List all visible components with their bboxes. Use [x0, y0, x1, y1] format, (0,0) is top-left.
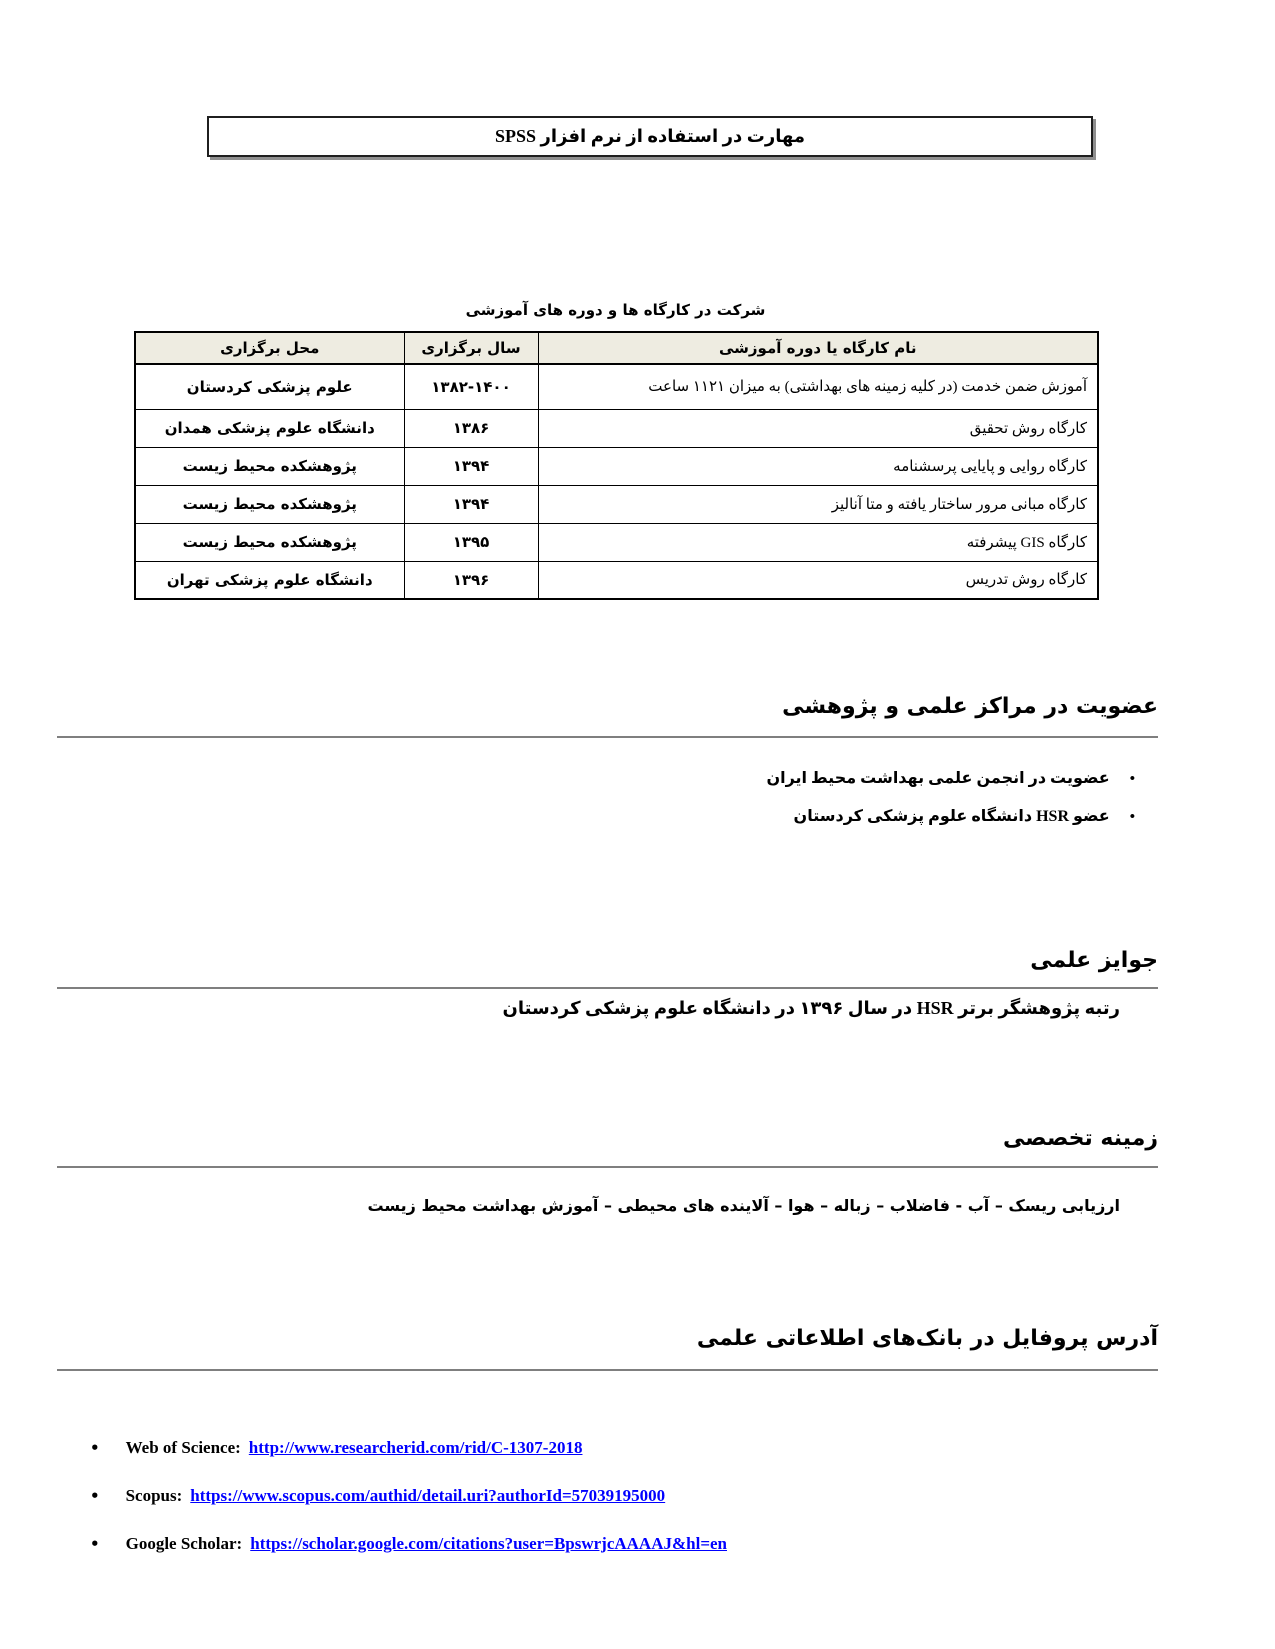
specialty-text: ارزیابی ریسک – آب - فاضلاب – زباله – هوا – آلاینده های محیطی – آموزش بهداشت محیط زیست — [367, 1196, 1120, 1215]
specialty-heading: زمینه تخصصی — [1003, 1126, 1158, 1151]
list-item: • عضو HSR دانشگاه علوم پزشکی کردستان — [766, 798, 1135, 836]
membership-list — [766, 760, 1135, 836]
workshop-name: آموزش ضمن خدمت (در کلیه زمینه های بهداشتی) به میزان ۱۱۲۱ ساعت — [538, 364, 1098, 409]
profile-label: Web of Science: — [125, 1438, 241, 1457]
google-scholar-link[interactable]: https://scholar.google.com/citations?user=BpswrjcAAAAJ&hl=en — [250, 1534, 728, 1553]
workshop-year: ۱۳۹۴ — [404, 485, 538, 523]
workshop-year: ۱۳۹۴ — [404, 447, 538, 485]
col-header-year: سال برگزاری — [404, 332, 538, 364]
table-row — [135, 447, 1098, 485]
list-item — [90, 1424, 727, 1472]
workshops-header-row — [135, 332, 1098, 364]
workshop-year: ۱۳۸۶ — [404, 409, 538, 447]
bullet-icon: • — [90, 1487, 100, 1505]
bullet-icon: • — [90, 1535, 100, 1553]
workshop-venue: دانشگاه علوم پزشکی تهران — [135, 561, 404, 599]
workshop-year: ۱۳۹۵ — [404, 523, 538, 561]
profile-label: Google Scholar: — [125, 1534, 243, 1553]
workshop-venue: پژوهشکده محیط زیست — [135, 485, 404, 523]
col-header-workshop-name: نام کارگاه یا دوره آموزشی — [538, 332, 1098, 364]
workshop-name: کارگاه روش تدریس — [538, 561, 1098, 599]
profiles-heading: آدرس پروفایل در بانک‌های اطلاعاتی علمی — [696, 1326, 1158, 1351]
scopus-link[interactable]: https://www.scopus.com/authid/detail.uri?authorId=57039195000 — [190, 1486, 666, 1505]
section-divider — [57, 1166, 1158, 1168]
skills-box — [207, 116, 1093, 157]
workshop-name: کارگاه روش تحقیق — [538, 409, 1098, 447]
col-header-venue: محل برگزاری — [135, 332, 404, 364]
workshop-venue: پژوهشکده محیط زیست — [135, 523, 404, 561]
membership-heading: عضویت در مراکز علمی و پژوهشی — [782, 694, 1158, 719]
workshop-name: کارگاه GIS پیشرفته — [538, 523, 1098, 561]
list-item — [90, 1472, 727, 1520]
table-row — [135, 364, 1098, 409]
section-divider — [57, 1369, 1158, 1371]
table-row — [135, 485, 1098, 523]
workshop-venue: دانشگاه علوم پزشکی همدان — [135, 409, 404, 447]
list-item: • عضویت در انجمن علمی بهداشت محیط ایران — [766, 760, 1135, 798]
workshops-table-title: شرکت در کارگاه ها و دوره های آموزشی — [465, 301, 766, 319]
bullet-icon: • — [90, 1439, 100, 1457]
workshop-venue: پژوهشکده محیط زیست — [135, 447, 404, 485]
section-divider — [57, 987, 1158, 989]
workshops-table — [134, 331, 1099, 600]
list-item — [90, 1520, 727, 1568]
workshop-venue: علوم پزشکی کردستان — [135, 364, 404, 409]
profile-label: Scopus: — [125, 1486, 183, 1505]
workshop-name: کارگاه مبانی مرور ساختار یافته و متا آنالیز — [538, 485, 1098, 523]
awards-heading: جوایز علمی — [1030, 948, 1158, 973]
workshop-year: ۱۳۸۲-۱۴۰۰ — [404, 364, 538, 409]
workshop-name: کارگاه روایی و پایایی پرسشنامه — [538, 447, 1098, 485]
skills-box-text: مهارت در استفاده از نرم افزار SPSS — [494, 126, 806, 146]
web-of-science-link[interactable]: http://www.researcherid.com/rid/C-1307-2018 — [248, 1438, 583, 1457]
section-divider — [57, 736, 1158, 738]
table-row — [135, 409, 1098, 447]
award-text: رتبه پژوهشگر برتر HSR در سال ۱۳۹۶ در دانشگاه علوم پزشکی کردستان — [502, 998, 1120, 1018]
table-row — [135, 561, 1098, 599]
profile-links-list — [90, 1424, 727, 1568]
table-row — [135, 523, 1098, 561]
workshop-year: ۱۳۹۶ — [404, 561, 538, 599]
